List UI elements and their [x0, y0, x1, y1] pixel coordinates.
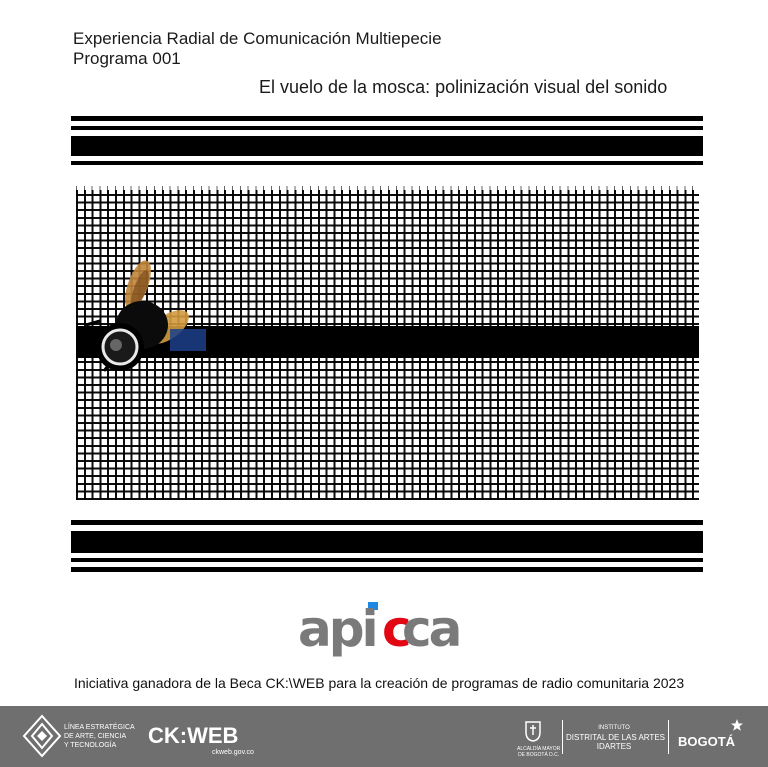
diamond-logo-icon — [22, 714, 62, 758]
program-title — [73, 29, 442, 69]
svg-text:ca: ca — [402, 600, 460, 658]
footer — [0, 706, 768, 767]
bottom-stripe-3 — [71, 558, 703, 562]
fly-illustration — [80, 255, 210, 385]
svg-text:api: api — [298, 600, 376, 658]
bottom-stripe-4 — [71, 567, 703, 572]
ckweb-url: ckweb.gov.co — [212, 749, 254, 756]
strategic-line-3: Y TECNOLOGÍA — [64, 742, 117, 749]
episode-subtitle: El vuelo de la mosca: polinización visual del sonido — [259, 77, 668, 97]
program-title-line1: Experiencia Radial de Comunicación Multiepecie — [73, 29, 442, 48]
idartes-line-1: INSTITUTO — [598, 725, 630, 731]
alcaldia-line-1: ALCALDÍA MAYOR — [517, 746, 561, 752]
bogota-shield-icon — [524, 720, 542, 742]
alcaldia-line-2: DE BOGOTÁ D.C. — [518, 752, 560, 758]
ckweb-logo: CK:WEB — [148, 723, 239, 748]
star-icon — [730, 718, 744, 732]
apicca-logo — [298, 600, 470, 664]
strategic-line-2: DE ARTE, CIENCIA — [64, 733, 127, 740]
strategic-line-1: LÍNEA ESTRATÉGICA — [64, 724, 135, 731]
idartes-text — [566, 724, 665, 751]
top-stripe-2 — [71, 126, 703, 130]
bottom-stripe-1 — [71, 520, 703, 525]
bottom-stripe-2 — [71, 531, 703, 553]
idartes-line-2: DISTRITAL DE LAS ARTES — [566, 733, 665, 742]
bogota-logo: BOGOTÁ — [678, 734, 736, 749]
svg-text:c: c — [382, 600, 409, 658]
top-stripe-4 — [71, 161, 703, 165]
caption: Iniciativa ganadora de la Beca CK:\WEB para la creación de programas de radio comunitaria 2023 — [74, 675, 685, 691]
top-stripe-3 — [71, 136, 703, 156]
footer-divider-2 — [668, 720, 669, 754]
footer-divider-1 — [562, 720, 563, 754]
strategic-line — [64, 723, 135, 750]
program-title-line2: Programa 001 — [73, 49, 181, 68]
top-stripe-1 — [71, 116, 703, 121]
alcaldia-text — [517, 746, 560, 758]
idartes-line-3: IDARTES — [596, 742, 632, 751]
